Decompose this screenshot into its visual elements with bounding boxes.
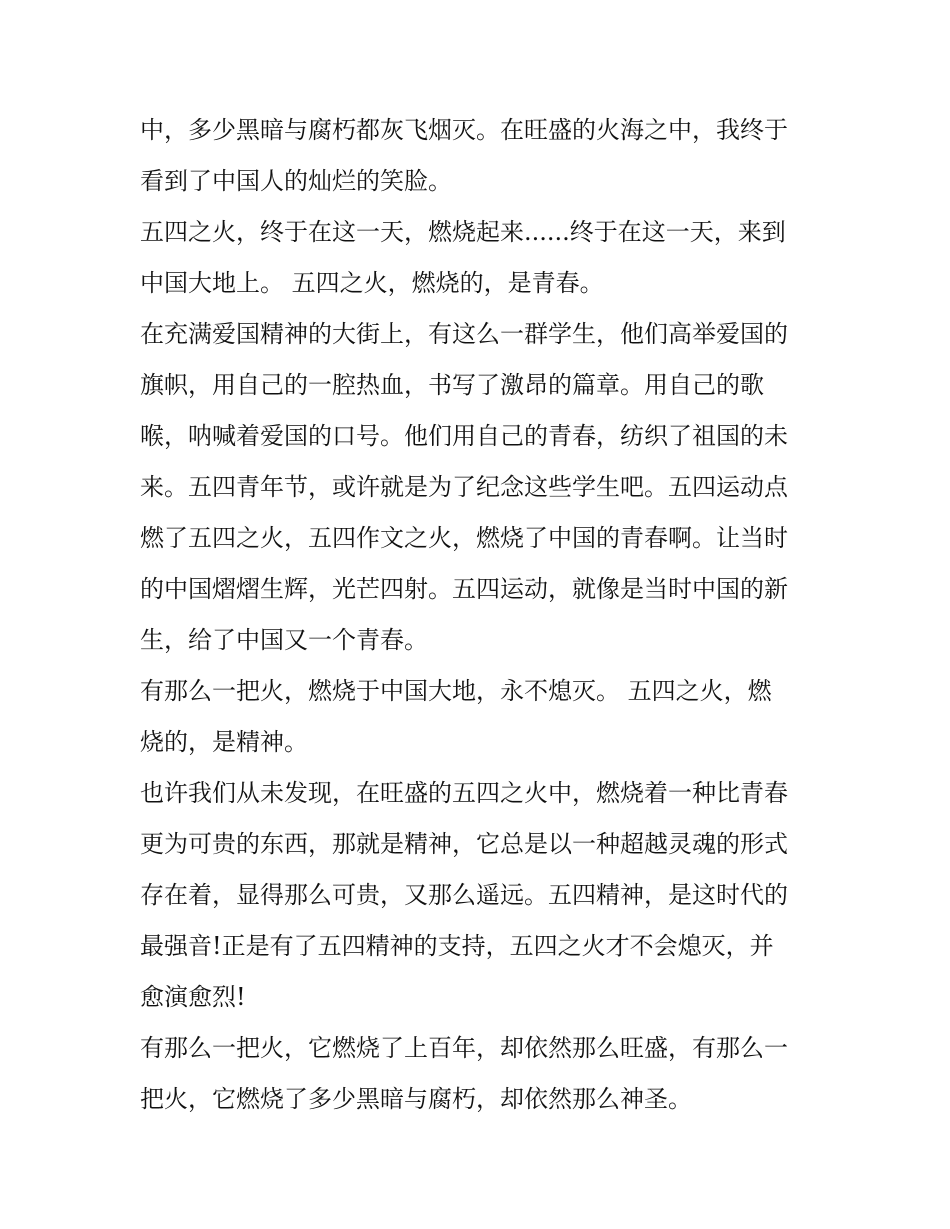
text-line: 生，给了中国又一个青春。: [140, 626, 428, 654]
text-line: 在充满爱国精神的大街上，有这么一群学生，他们高举爱国的: [140, 320, 788, 348]
text-line: 燃了五四之火，五四作文之火，燃烧了中国的青春啊。让当时: [140, 524, 788, 552]
text-line: 更为可贵的东西，那就是精神，它总是以一种超越灵魂的形式: [140, 830, 788, 858]
text-line: 来。五四青年节，或许就是为了纪念这些学生吧。五四运动点: [140, 473, 788, 501]
text-line: 有那么一把火，它燃烧了上百年，却依然那么旺盛，有那么一: [140, 1034, 788, 1062]
text-line: 把火，它燃烧了多少黑暗与腐朽，却依然那么神圣。: [140, 1085, 692, 1113]
text-line: 看到了中国人的灿烂的笑脸。: [140, 167, 452, 195]
document-body: [140, 105, 820, 1125]
text-line: 烧的，是精神。: [140, 728, 308, 756]
text-line: 最强音!正是有了五四精神的支持，五四之火才不会熄灭，并: [140, 932, 774, 960]
text-line: 喉，呐喊着爱国的口号。他们用自己的青春，纺织了祖国的未: [140, 422, 788, 450]
text-line: 愈演愈烈!: [140, 983, 246, 1011]
text-line: 中国大地上。 五四之火，燃烧的，是青春。: [140, 269, 604, 297]
text-line: 有那么一把火，燃烧于中国大地，永不熄灭。 五四之火，燃: [140, 677, 772, 705]
text-line: 五四之火，终于在这一天，燃烧起来......终于在这一天，来到: [140, 218, 786, 246]
text-line: 也许我们从未发现，在旺盛的五四之火中，燃烧着一种比青春: [140, 779, 788, 807]
text-line: 存在着，显得那么可贵，又那么遥远。五四精神，是这时代的: [140, 881, 788, 909]
text-line: 中，多少黑暗与腐朽都灰飞烟灭。在旺盛的火海之中，我终于: [140, 116, 788, 144]
text-line: 的中国熠熠生辉，光芒四射。五四运动，就像是当时中国的新: [140, 575, 788, 603]
text-line: 旗帜，用自己的一腔热血，书写了激昂的篇章。用自己的歌: [140, 371, 764, 399]
